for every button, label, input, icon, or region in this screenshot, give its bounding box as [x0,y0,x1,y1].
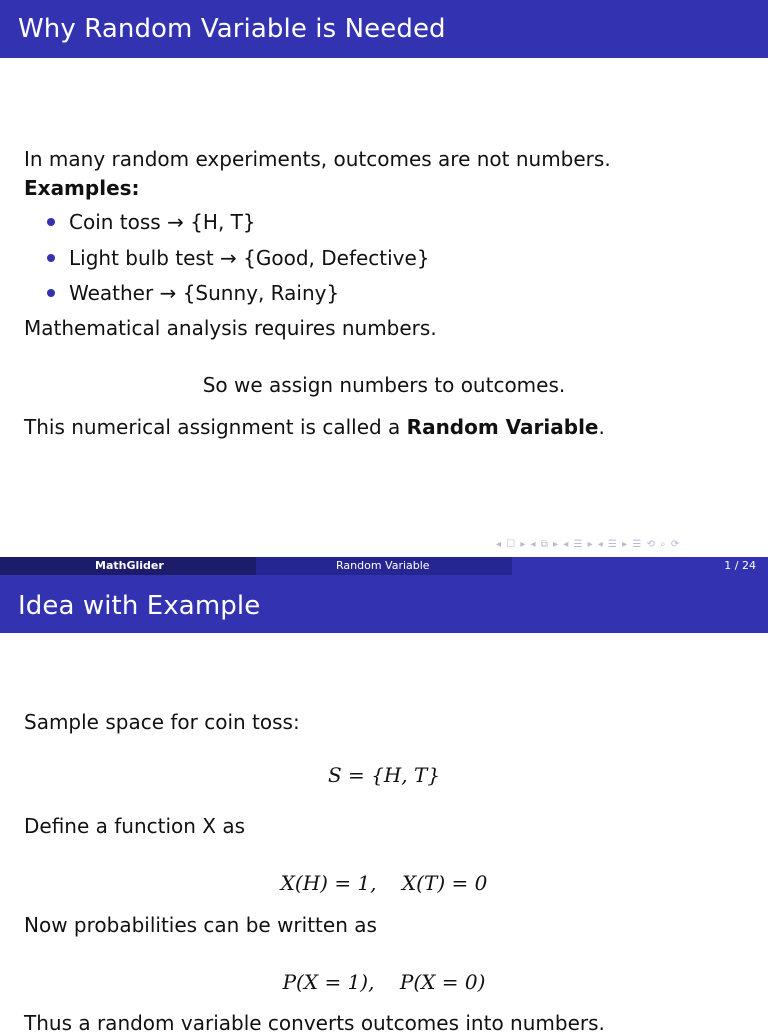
slide-1-title: Why Random Variable is Needed [18,14,446,44]
equation-probabilities: P(X = 1), P(X = 0) [282,970,486,994]
intro-text: In many random experiments, outcomes are not numbers. [24,147,611,171]
called-suffix: . [598,415,605,439]
slide-2 [0,575,768,1035]
probability-text: Now probabilities can be written as [24,913,377,937]
beamer-nav-icons[interactable]: ◂ ☐ ▸ ◂ ⧉ ▸ ◂ ☰ ▸ ◂ ☰ ▸ ☰ ⟲ ⌕ ⟳ [496,539,681,550]
footer-author-box [0,557,256,575]
sample-space-text: Sample space for coin toss: [24,710,300,734]
equation-x-mapping: X(H) = 1, X(T) = 0 [280,871,488,895]
assign-text: So we assign numbers to outcomes. [202,373,566,397]
random-variable-term: Random Variable [406,415,599,439]
slide-1-title-bar [0,0,768,58]
bullet-icon [47,254,55,262]
bullet-icon [47,218,55,226]
define-function-text: Define a function X as [24,814,246,838]
thus-text: Thus a random variable converts outcomes into numbers. [24,1011,605,1035]
bullet-coin-toss: Coin toss → {H, T} [69,210,256,234]
requires-text: Mathematical analysis requires numbers. [24,316,437,340]
footer-topic-box [256,557,512,575]
called-text [24,417,605,437]
bullet-icon [47,289,55,297]
footer-bar [0,557,768,575]
equation-sample-space: S = {H, T} [327,763,441,787]
slide-2-title: Idea with Example [18,591,261,621]
footer-topic: Random Variable [336,559,430,572]
footer-page-box [512,557,768,575]
examples-label: Examples: [24,176,140,200]
footer-page: 1 / 24 [724,559,756,572]
footer-author: MathGlider [95,559,164,572]
bullet-weather: Weather → {Sunny, Rainy} [69,281,340,305]
slide-2-title-bar [0,575,768,633]
called-prefix: This numerical assignment is called a [24,415,401,439]
bullet-light-bulb: Light bulb test → {Good, Defective} [69,246,430,270]
